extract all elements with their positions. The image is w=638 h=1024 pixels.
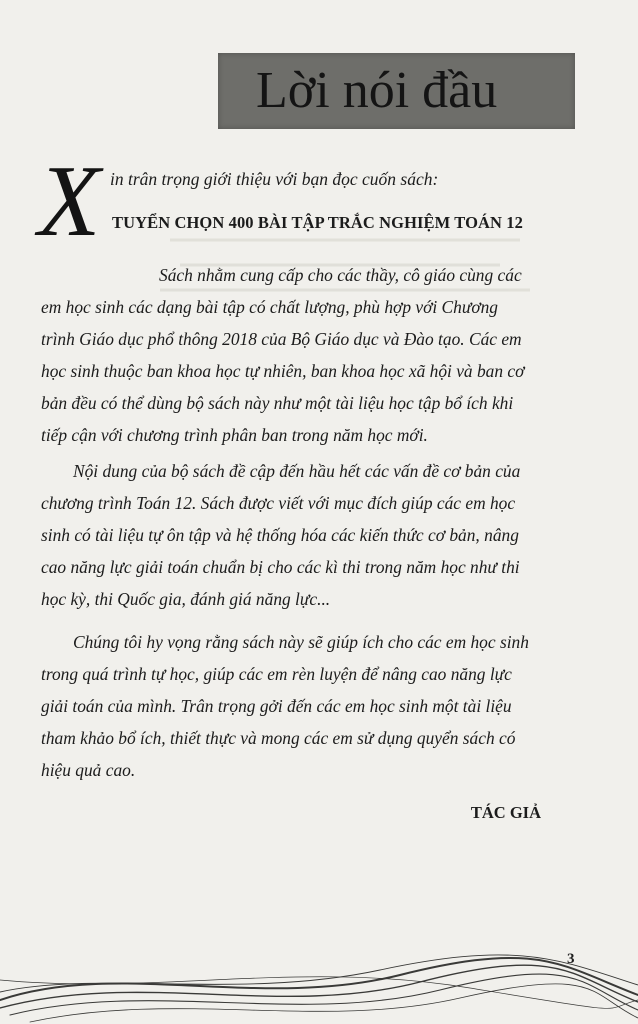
paragraph-2 xyxy=(41,455,541,615)
text-line: trình Giáo dục phổ thông 2018 của Bộ Giáo dục và Đào tạo. Các em xyxy=(41,329,522,349)
text-line: hiệu quả cao. xyxy=(41,760,136,780)
text-line: cao năng lực giải toán chuẩn bị cho các kì thi trong năm học như thi xyxy=(41,557,520,577)
text-line: học kỳ, thi Quốc gia, đánh giá năng lực... xyxy=(41,589,331,609)
paragraph-1 xyxy=(41,259,541,451)
page-heading: Lời nói đầu xyxy=(256,62,498,119)
author-signature: TÁC GIẢ xyxy=(470,803,541,822)
text-line: tiếp cận với chương trình phân ban trong năm học mới. xyxy=(41,425,428,445)
text-line: tham khảo bổ ích, thiết thực và mong các em sử dụng quyển sách có xyxy=(41,728,516,748)
decorative-swoosh xyxy=(0,940,638,1024)
text-line: bản đều có thể dùng bộ sách này như một tài liệu học tập bổ ích khi xyxy=(41,393,514,413)
text-line: Sách nhằm cung cấp cho các thầy, cô giáo cùng các xyxy=(159,265,522,285)
text-line: Chúng tôi hy vọng rằng sách này sẽ giúp ích cho các em học sinh xyxy=(73,632,529,652)
paragraph-3 xyxy=(41,626,541,786)
book-title: TUYỂN CHỌN 400 BÀI TẬP TRẮC NGHIỆM TOÁN 12 xyxy=(112,213,523,232)
text-line: giải toán của mình. Trân trọng gởi đến các em học sinh một tài liệu xyxy=(41,696,512,716)
drop-cap: X xyxy=(38,145,101,258)
text-line: Nội dung của bộ sách đề cập đến hầu hết các vấn đề cơ bản của xyxy=(73,461,521,481)
text-line: trong quá trình tự học, giúp các em rèn luyện để nâng cao năng lực xyxy=(41,664,512,684)
text-line: em học sinh các dạng bài tập có chất lượng, phù hợp với Chương xyxy=(41,297,498,317)
text-line: chương trình Toán 12. Sách được viết với mục đích giúp các em học xyxy=(41,493,516,513)
text-line: học sinh thuộc ban khoa học tự nhiên, ban khoa học xã hội và ban cơ xyxy=(41,361,525,381)
page-number: 3 xyxy=(567,951,575,967)
intro-line: in trân trọng giới thiệu với bạn đọc cuốn sách: xyxy=(110,169,439,189)
text-line: sinh có tài liệu tự ôn tập và hệ thống hóa các kiến thức cơ bản, nâng xyxy=(41,525,519,545)
